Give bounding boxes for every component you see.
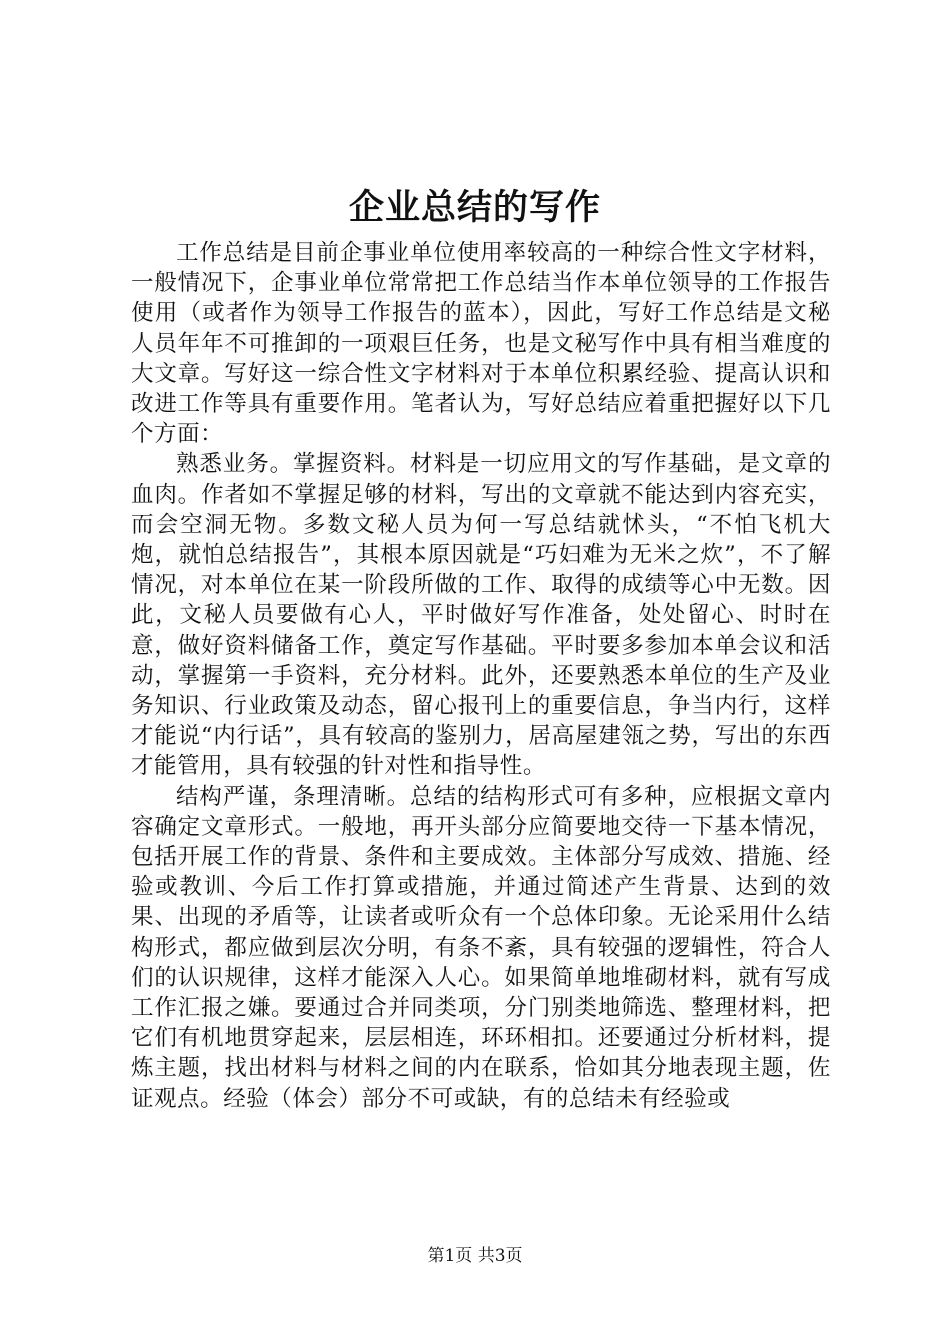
paragraph-rigorous-structure: 结构严谨，条理清晰。总结的结构形式可有多种，应根据文章内容确定文章形式。一般地，再开头部分应简要地交待一下基本情况，包括开展工作的背景、条件和主要成效。主体部分写成效、措施、经验或教训、今后工作打算或措施，并通过简述产生背景、达到的效果、出现的矛盾等，让读者或听众有一个总体印象。无论采用什么结构形式，都应做到层次分明，有条不紊，具有较强的逻辑性，符合人们的认识规律，这样才能深入人心。如果简单地堆砌材料，就有写成工作汇报之嫌。要通过合并同类项，分门别类地筛选、整理材料，把它们有机地贯穿起来，层层相连，环环相扣。还要通过分析材料，提炼主题，找出材料与材料之间的内在联系，恰如其分地表现主题，佐证观点。经验（体会）部分不可或缺，有的总结未有经验或 xyxy=(131,783,831,1112)
page-number-footer: 第1页 共3页 xyxy=(427,1246,523,1266)
paragraph-familiarize-business: 熟悉业务。掌握资料。材料是一切应用文的写作基础，是文章的血肉。作者如不掌握足够的材料，写出的文章就不能达到内容充实，而会空洞无物。多数文秘人员为何一写总结就怵头，“不怕飞机大炮，就怕总结报告”，其根本原因就是“巧妇难为无米之炊”，不了解情况，对本单位在某一阶段所做的工作、取得的成绩等心中无数。因此，文秘人员要做有心人，平时做好写作准备，处处留心、时时在意，做好资料储备工作，奠定写作基础。平时要多参加本单会议和活动，掌握第一手资料，充分材料。此外，还要熟悉本单位的生产及业务知识、行业政策及动态，留心报刊上的重要信息，争当内行，这样才能说“内行话”，具有较高的鉴别力，居高屋建瓴之势，写出的东西才能管用，具有较强的针对性和指导性。 xyxy=(131,451,831,780)
paragraph-intro: 工作总结是目前企事业单位使用率较高的一种综合性文字材料，一般情况下，企事业单位常常把工作总结当作本单位领导的工作报告使用（或者作为领导工作报告的蓝本），因此，写好工作总结是文秘人员年年不可推卸的一项艰巨任务，也是文秘写作中具有相当难度的大文章。写好这一综合性文字材料对于本单位积累经验、提高认识和改进工作等具有重要作用。笔者认为，写好总结应着重把握好以下几个方面： xyxy=(131,240,831,448)
document-body xyxy=(131,238,831,1114)
document-title: 企业总结的写作 xyxy=(348,187,601,228)
